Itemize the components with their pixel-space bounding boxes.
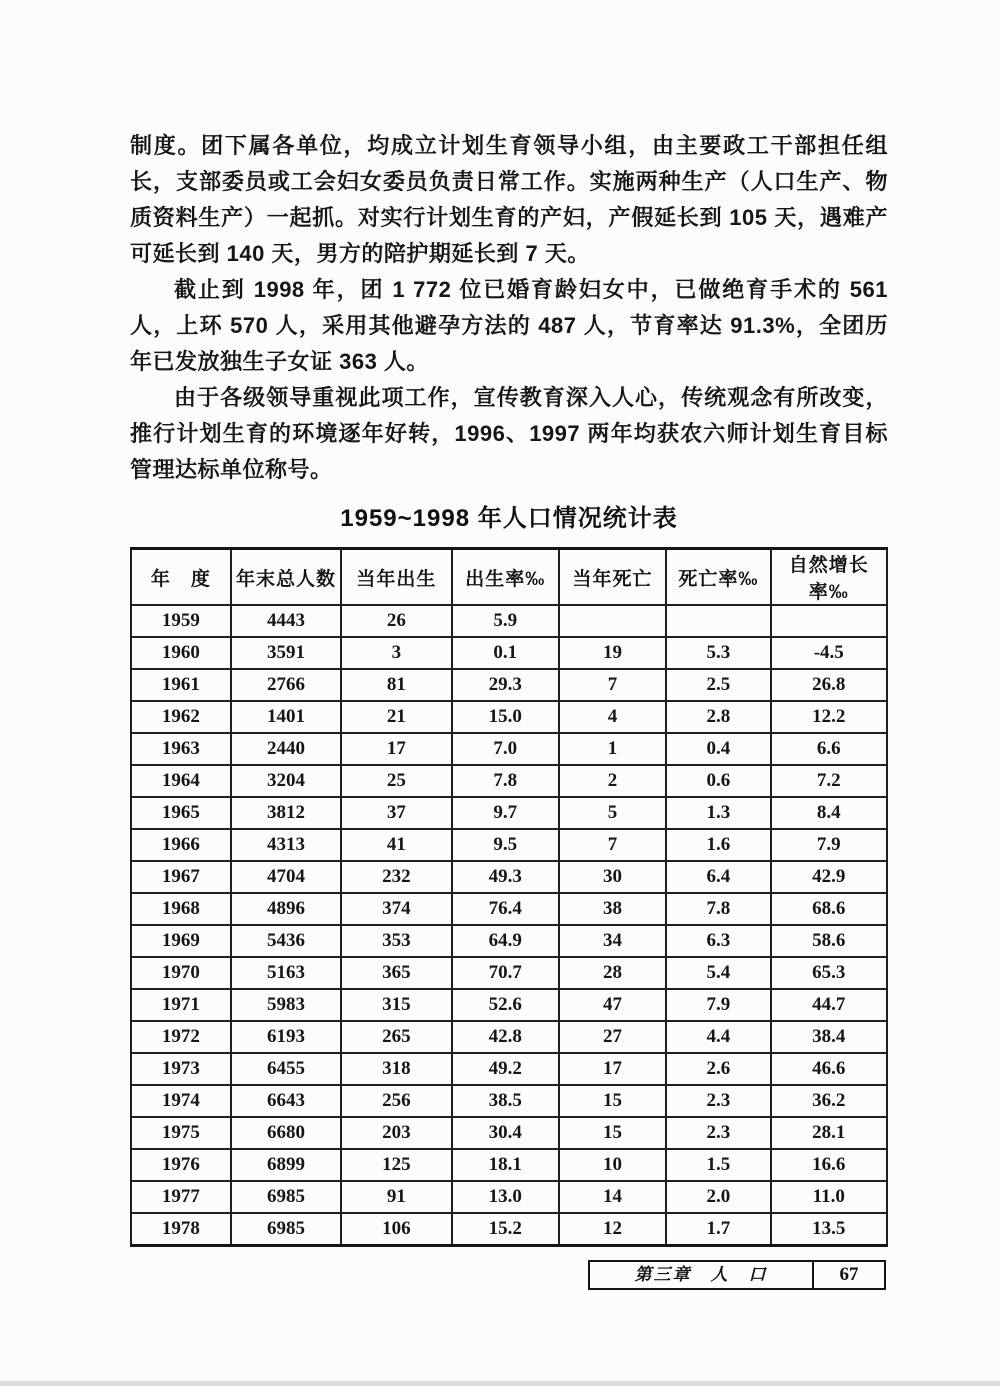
table-cell: 1970 — [131, 957, 231, 989]
table-row — [131, 829, 887, 861]
table-row — [131, 893, 887, 925]
table-cell: 0.6 — [666, 765, 770, 797]
table-cell — [666, 605, 770, 637]
table-cell: -4.5 — [771, 637, 887, 669]
table-cell: 64.9 — [452, 925, 559, 957]
table-cell: 106 — [341, 1213, 451, 1246]
table-cell: 6455 — [231, 1053, 341, 1085]
table-cell: 7.9 — [771, 829, 887, 861]
table-cell: 15 — [559, 1117, 666, 1149]
table-cell: 70.7 — [452, 957, 559, 989]
table-cell: 9.7 — [452, 797, 559, 829]
table-cell: 2 — [559, 765, 666, 797]
population-statistics-table — [130, 547, 888, 1247]
table-row — [131, 989, 887, 1021]
table-cell: 19 — [559, 637, 666, 669]
table-cell: 65.3 — [771, 957, 887, 989]
table-cell: 26.8 — [771, 669, 887, 701]
table-cell: 28 — [559, 957, 666, 989]
table-cell: 6.6 — [771, 733, 887, 765]
table-row — [131, 1021, 887, 1053]
table-cell: 1971 — [131, 989, 231, 1021]
table-cell: 11.0 — [771, 1181, 887, 1213]
table-cell: 6985 — [231, 1213, 341, 1246]
paragraph-1: 制度。团下属各单位，均成立计划生育领导小组，由主要政工干部担任组长，支部委员或工会妇女委员负责日常工作。实施两种生产（人口生产、物质资料生产）一起抓。对实行计划生育的产妇，产假延长到 105 天，遇难产可延长到 140 天，男方的陪护期延长到 7 天。 — [130, 133, 888, 266]
table-cell: 1.5 — [666, 1149, 770, 1181]
table-row — [131, 733, 887, 765]
table-cell: 12 — [559, 1213, 666, 1246]
table-row — [131, 861, 887, 893]
table-cell: 42.8 — [452, 1021, 559, 1053]
table-cell: 3204 — [231, 765, 341, 797]
table-cell: 3 — [341, 637, 451, 669]
table-cell: 7 — [559, 669, 666, 701]
table-cell: 17 — [559, 1053, 666, 1085]
page-number: 67 — [839, 1264, 859, 1285]
table-row — [131, 637, 887, 669]
table-cell: 37 — [341, 797, 451, 829]
table-cell: 38 — [559, 893, 666, 925]
table-cell: 1977 — [131, 1181, 231, 1213]
table-cell: 5 — [559, 797, 666, 829]
paragraph-3: 由于各级领导重视此项工作，宣传教育深入人心，传统观念有所改变，推行计划生育的环境逐年好转，1996、1997 两年均获农六师计划生育目标管理达标单位称号。 — [130, 385, 888, 482]
table-row — [131, 1213, 887, 1246]
table-cell: 34 — [559, 925, 666, 957]
table-row — [131, 669, 887, 701]
table-cell: 29.3 — [452, 669, 559, 701]
table-cell: 49.3 — [452, 861, 559, 893]
table-cell: 21 — [341, 701, 451, 733]
table-cell: 374 — [341, 893, 451, 925]
table-cell: 125 — [341, 1149, 451, 1181]
table-cell: 4 — [559, 701, 666, 733]
table-cell: 16.6 — [771, 1149, 887, 1181]
table-cell: 232 — [341, 861, 451, 893]
table-cell: 4896 — [231, 893, 341, 925]
table-cell: 7.8 — [452, 765, 559, 797]
table-cell: 6680 — [231, 1117, 341, 1149]
table-row — [131, 1181, 887, 1213]
table-row — [131, 701, 887, 733]
table-cell: 4704 — [231, 861, 341, 893]
table-cell: 9.5 — [452, 829, 559, 861]
table-cell: 365 — [341, 957, 451, 989]
table-cell: 46.6 — [771, 1053, 887, 1085]
table-row — [131, 797, 887, 829]
table-cell: 318 — [341, 1053, 451, 1085]
table-cell: 1969 — [131, 925, 231, 957]
table-cell: 5.9 — [452, 605, 559, 637]
table-cell: 1968 — [131, 893, 231, 925]
table-cell: 1.7 — [666, 1213, 770, 1246]
table-cell: 5983 — [231, 989, 341, 1021]
table-cell: 15.2 — [452, 1213, 559, 1246]
table-cell: 38.4 — [771, 1021, 887, 1053]
table-cell: 91 — [341, 1181, 451, 1213]
column-header: 当年出生 — [341, 549, 451, 606]
table-cell: 68.6 — [771, 893, 887, 925]
table-cell: 44.7 — [771, 989, 887, 1021]
table-cell: 1.6 — [666, 829, 770, 861]
table-row — [131, 957, 887, 989]
table-cell: 28.1 — [771, 1117, 887, 1149]
table-row — [131, 925, 887, 957]
table-cell: 3812 — [231, 797, 341, 829]
table-cell: 1965 — [131, 797, 231, 829]
table-cell: 5.4 — [666, 957, 770, 989]
table-cell: 38.5 — [452, 1085, 559, 1117]
table-cell: 2.5 — [666, 669, 770, 701]
table-cell: 13.0 — [452, 1181, 559, 1213]
table-row — [131, 765, 887, 797]
table-cell: 1960 — [131, 637, 231, 669]
page-footer — [588, 1260, 886, 1290]
table-cell: 2440 — [231, 733, 341, 765]
table-cell: 7.0 — [452, 733, 559, 765]
paragraph-2: 截止到 1998 年，团 1 772 位已婚育龄妇女中，已做绝育手术的 561 人，上环 570 人，采用其他避孕方法的 487 人，节育率达 91.3%，全团历年已发放独生子女证 363 人。 — [130, 277, 888, 374]
table-cell: 1974 — [131, 1085, 231, 1117]
table-header-row — [131, 549, 887, 606]
table-cell: 42.9 — [771, 861, 887, 893]
table-cell: 1963 — [131, 733, 231, 765]
table-row — [131, 1149, 887, 1181]
table-cell: 7.8 — [666, 893, 770, 925]
page-content — [130, 128, 888, 1247]
table-cell: 18.1 — [452, 1149, 559, 1181]
table-cell: 2.3 — [666, 1085, 770, 1117]
table-cell: 0.1 — [452, 637, 559, 669]
table-cell — [771, 605, 887, 637]
table-cell: 265 — [341, 1021, 451, 1053]
table-cell: 203 — [341, 1117, 451, 1149]
table-cell: 2.8 — [666, 701, 770, 733]
table-cell: 3591 — [231, 637, 341, 669]
table-cell: 2.3 — [666, 1117, 770, 1149]
table-cell: 1959 — [131, 605, 231, 637]
table-cell: 1966 — [131, 829, 231, 861]
table-cell: 4443 — [231, 605, 341, 637]
table-cell: 10 — [559, 1149, 666, 1181]
table-cell: 4.4 — [666, 1021, 770, 1053]
table-cell: 13.5 — [771, 1213, 887, 1246]
table-cell: 52.6 — [452, 989, 559, 1021]
table-cell: 36.2 — [771, 1085, 887, 1117]
table-cell: 8.4 — [771, 797, 887, 829]
table-cell: 27 — [559, 1021, 666, 1053]
table-cell: 58.6 — [771, 925, 887, 957]
table-cell: 315 — [341, 989, 451, 1021]
table-cell: 49.2 — [452, 1053, 559, 1085]
table-cell: 2.0 — [666, 1181, 770, 1213]
table-cell: 256 — [341, 1085, 451, 1117]
table-cell: 25 — [341, 765, 451, 797]
table-cell: 81 — [341, 669, 451, 701]
table-cell: 17 — [341, 733, 451, 765]
table-cell: 26 — [341, 605, 451, 637]
table-cell: 5436 — [231, 925, 341, 957]
table-cell: 6643 — [231, 1085, 341, 1117]
column-header: 自然增长率‰ — [771, 549, 887, 606]
table-cell: 7.2 — [771, 765, 887, 797]
table-cell: 7.9 — [666, 989, 770, 1021]
table-cell: 1973 — [131, 1053, 231, 1085]
table-cell: 1.3 — [666, 797, 770, 829]
table-title: 1959~1998 年人口情况统计表 — [340, 505, 678, 532]
table-cell: 6193 — [231, 1021, 341, 1053]
table-cell: 353 — [341, 925, 451, 957]
table-cell: 7 — [559, 829, 666, 861]
table-cell: 1964 — [131, 765, 231, 797]
table-cell — [559, 605, 666, 637]
table-cell: 1962 — [131, 701, 231, 733]
table-cell: 1976 — [131, 1149, 231, 1181]
table-cell: 15.0 — [452, 701, 559, 733]
table-row — [131, 1117, 887, 1149]
table-cell: 5163 — [231, 957, 341, 989]
table-cell: 1 — [559, 733, 666, 765]
table-cell: 41 — [341, 829, 451, 861]
table-cell: 1975 — [131, 1117, 231, 1149]
table-row — [131, 1053, 887, 1085]
column-header: 出生率‰ — [452, 549, 559, 606]
table-row — [131, 1085, 887, 1117]
table-cell: 1972 — [131, 1021, 231, 1053]
table-cell: 14 — [559, 1181, 666, 1213]
table-cell: 30 — [559, 861, 666, 893]
table-row — [131, 605, 887, 637]
chapter-title: 第三章 人 口 — [590, 1262, 814, 1288]
table-cell: 6.4 — [666, 861, 770, 893]
table-cell: 12.2 — [771, 701, 887, 733]
column-header: 年末总人数 — [231, 549, 341, 606]
table-cell: 1961 — [131, 669, 231, 701]
table-cell: 15 — [559, 1085, 666, 1117]
table-cell: 5.3 — [666, 637, 770, 669]
table-cell: 6985 — [231, 1181, 341, 1213]
table-cell: 6.3 — [666, 925, 770, 957]
table-cell: 6899 — [231, 1149, 341, 1181]
column-header: 当年死亡 — [559, 549, 666, 606]
table-cell: 47 — [559, 989, 666, 1021]
table-cell: 2766 — [231, 669, 341, 701]
table-cell: 1978 — [131, 1213, 231, 1246]
table-cell: 2.6 — [666, 1053, 770, 1085]
table-cell: 4313 — [231, 829, 341, 861]
column-header: 死亡率‰ — [666, 549, 770, 606]
table-cell: 1967 — [131, 861, 231, 893]
column-header: 年 度 — [131, 549, 231, 606]
table-cell: 76.4 — [452, 893, 559, 925]
table-cell: 1401 — [231, 701, 341, 733]
table-cell: 0.4 — [666, 733, 770, 765]
table-cell: 30.4 — [452, 1117, 559, 1149]
